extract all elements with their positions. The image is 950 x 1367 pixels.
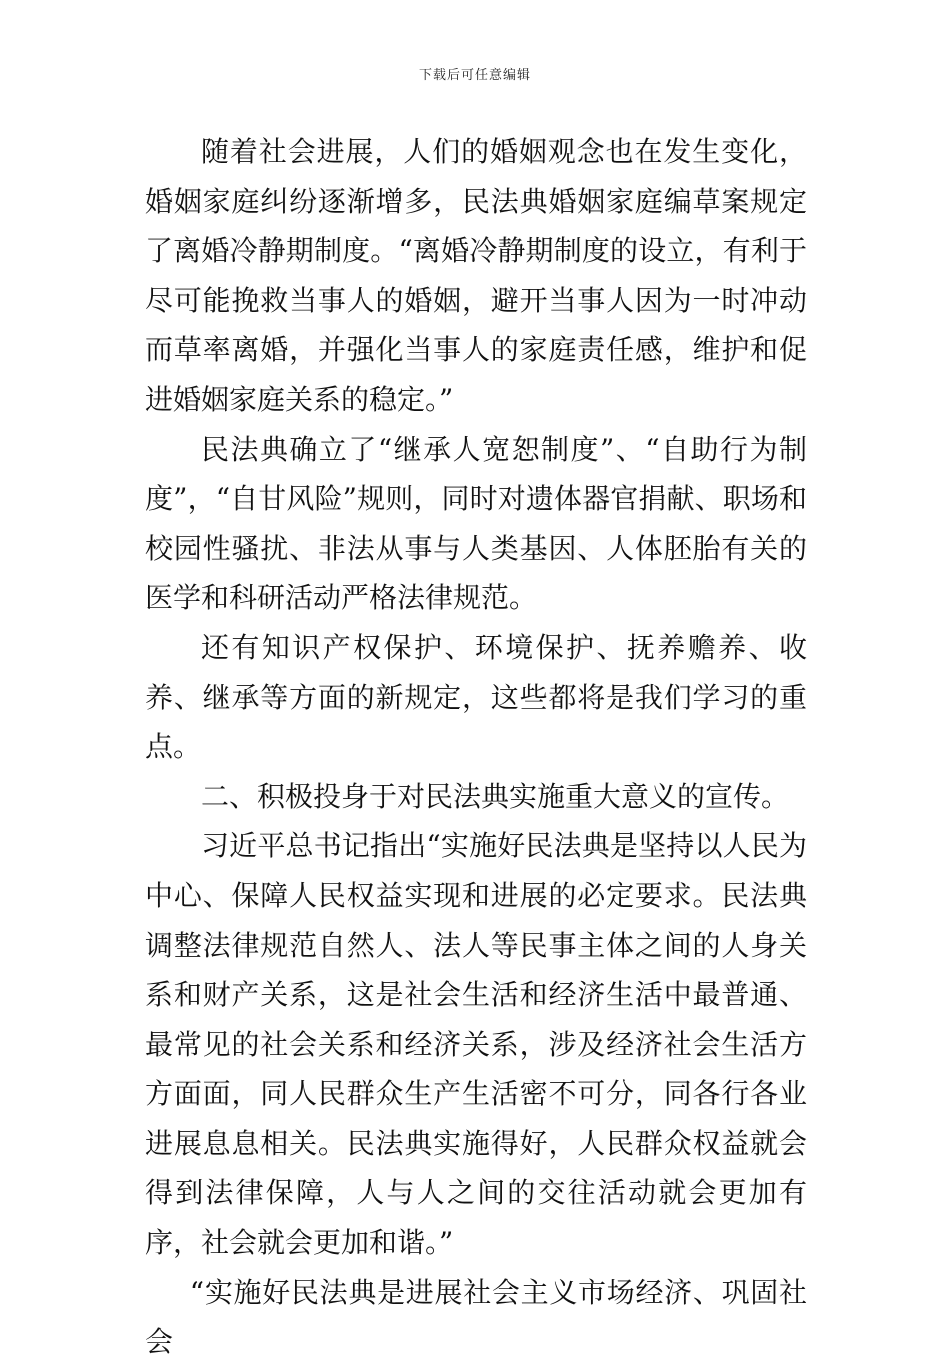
- document-body: [145, 127, 807, 1367]
- paragraph-market-economy: “实施好民法典是进展社会主义市场经济、巩固社会: [145, 1275, 807, 1359]
- paragraph-new-provisions: 还有知识产权保护、环境保护、抚养赡养、收养、继承等方面的新规定，这些都将是我们学习的重点。: [145, 630, 807, 764]
- page-header: 下载后可任意编辑: [418, 68, 531, 83]
- paragraph-divorce-cooling-period: 随着社会进展，人们的婚姻观念也在发生变化，婚姻家庭纠纷逐渐增多，民法典婚姻家庭编草案规定了离婚冷静期制度。“离婚冷静期制度的设立，有利于尽可能挽救当事人的婚姻，避开当事人因为一时冲动而草率离婚，并强化当事人的家庭责任感，维护和促进婚姻家庭关系的稳定。”: [145, 135, 807, 416]
- section-heading-two: 二、积极投身于对民法典实施重大意义的宣传。: [201, 779, 790, 813]
- paragraph-inheritance-forgiveness: 民法典确立了“继承人宽恕制度”、“自助行为制度”，“自甘风险”规则，同时对遗体器官捐献、职场和校园性骚扰、非法从事与人类基因、人体胚胎有关的医学和科研活动严格法律规范。: [145, 432, 807, 615]
- paragraph-xi-quote: 习近平总书记指出“实施好民法典是坚持以人民为中心、保障人民权益实现和进展的必定要求。民法典调整法律规范自然人、法人等民事主体之间的人身关系和财产关系，这是社会生活和经济生活中最普通、最常见的社会关系和经济关系，涉及经济社会生活方方面面，同人民群众生产生活密不可分，同各行各业进展息息相关。民法典实施得好，人民群众权益就会得到法律保障，人与人之间的交往活动就会更加有序，社会就会更加和谐。”: [145, 829, 807, 1260]
